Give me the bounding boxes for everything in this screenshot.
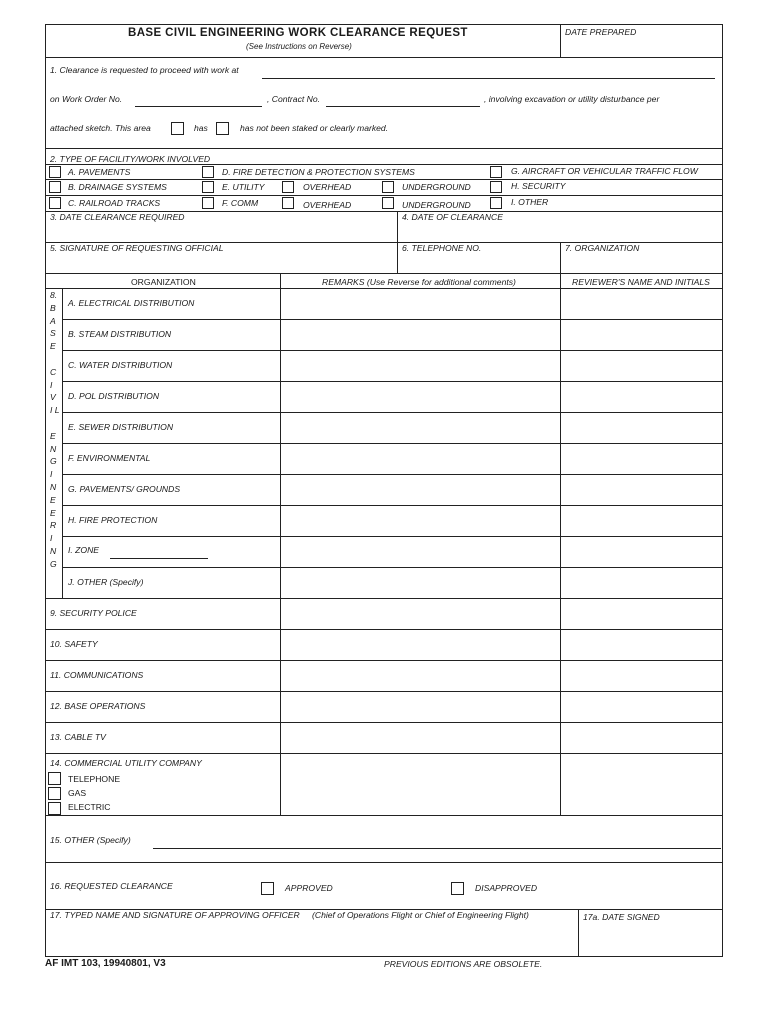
has-not-label: has not been staked or clearly marked.	[240, 123, 389, 133]
other-specify-input[interactable]	[155, 834, 715, 846]
vertical-letter: A	[50, 315, 56, 326]
table-row	[62, 288, 723, 319]
comm-label: F. COMM	[222, 198, 259, 208]
approved-checkbox[interactable]	[261, 882, 274, 895]
gas-company-label: GAS	[68, 788, 87, 798]
vertical-letter: B	[50, 302, 56, 313]
table-row	[62, 536, 723, 567]
date-signed-input[interactable]	[584, 932, 718, 948]
divider	[45, 195, 723, 196]
work-order-label: on Work Order No.	[50, 94, 123, 104]
table-row	[62, 319, 723, 350]
divider	[45, 815, 723, 816]
underline	[135, 106, 262, 107]
traffic-flow-checkbox[interactable]	[490, 166, 502, 178]
signature-requesting-input[interactable]	[52, 256, 392, 270]
reviewer-input[interactable]	[564, 296, 718, 310]
disapproved-label: DISAPPROVED	[475, 883, 538, 893]
bce-row-label: B. STEAM DISTRIBUTION	[68, 329, 172, 339]
agency-row-label: 12. BASE OPERATIONS	[50, 701, 146, 711]
table-row	[62, 505, 723, 536]
electric-company-checkbox[interactable]	[48, 802, 61, 815]
remarks-input[interactable]	[283, 476, 557, 503]
vertical-letter: N	[50, 443, 57, 454]
approving-officer-input[interactable]	[52, 932, 572, 948]
col-remarks-header: REMARKS (Use Reverse for additional comments)	[322, 277, 516, 287]
vertical-letter: E	[50, 341, 56, 352]
row-divider	[45, 691, 723, 692]
table-row	[62, 381, 723, 412]
comm-overhead-checkbox[interactable]	[282, 197, 294, 209]
agency-row-label: 13. CABLE TV	[50, 732, 106, 742]
divider	[45, 57, 723, 58]
has-checkbox[interactable]	[171, 122, 184, 135]
vertical-letter: C	[50, 366, 57, 377]
date-signed-label: 17a. DATE SIGNED	[583, 912, 660, 922]
other-facility-checkbox[interactable]	[490, 197, 502, 209]
vertical-letter: G	[50, 456, 57, 467]
reviewer-input[interactable]	[564, 606, 718, 620]
railroad-label: C. RAILROAD TRACKS	[68, 198, 161, 208]
remarks-input[interactable]	[283, 352, 557, 379]
sketch-label: attached sketch. This area	[50, 123, 151, 133]
has-label: has	[194, 123, 208, 133]
bce-row-label: A. ELECTRICAL DISTRIBUTION	[68, 298, 195, 308]
remarks-input[interactable]	[283, 631, 557, 658]
pavements-label: A. PAVEMENTS	[68, 167, 131, 177]
approved-label: APPROVED	[285, 883, 333, 893]
divider	[45, 148, 723, 149]
security-label: H. SECURITY	[511, 181, 566, 191]
remarks-input[interactable]	[283, 445, 557, 472]
reviewer-input[interactable]	[564, 451, 718, 465]
other-specify-label: 15. OTHER (Specify)	[50, 835, 131, 845]
divider	[45, 164, 723, 165]
signature-requesting-label: 5. SIGNATURE OF REQUESTING OFFICIAL	[50, 243, 224, 253]
underline	[262, 78, 715, 79]
comm-underground-checkbox[interactable]	[382, 197, 394, 209]
date-prepared-input[interactable]	[565, 40, 715, 54]
form-identifier: AF IMT 103, 19940801, V3	[45, 958, 166, 969]
date-of-clearance-label: 4. DATE OF CLEARANCE	[402, 212, 503, 222]
reviewer-input[interactable]	[564, 668, 718, 682]
divider	[560, 242, 561, 274]
bce-row-label: J. OTHER (Specify)	[68, 577, 144, 587]
remarks-input[interactable]	[283, 662, 557, 689]
date-of-clearance-input[interactable]	[404, 225, 719, 239]
remarks-input[interactable]	[283, 383, 557, 410]
table-row	[62, 474, 723, 505]
reviewer-input[interactable]	[564, 778, 718, 792]
agency-row-label: 11. COMMUNICATIONS	[50, 670, 144, 680]
divider	[45, 862, 723, 863]
vertical-letter: I	[50, 469, 53, 480]
vertical-letter: N	[50, 482, 57, 492]
involving-label: , involving excavation or utility disturbance per	[484, 94, 660, 104]
underline	[326, 106, 480, 107]
vertical-letter: G	[50, 558, 57, 569]
disapproved-checkbox[interactable]	[451, 882, 464, 895]
other-facility-label: I. OTHER	[511, 197, 549, 207]
bce-row-label: G. PAVEMENTS/ GROUNDS	[68, 484, 181, 494]
zone-underline	[110, 558, 208, 559]
telephone-company-checkbox[interactable]	[48, 772, 61, 785]
row-divider	[45, 660, 723, 661]
fire-detection-label: D. FIRE DETECTION & PROTECTION SYSTEMS	[222, 167, 415, 177]
remarks-input[interactable]	[283, 569, 557, 596]
contract-label: , Contract No.	[267, 94, 321, 104]
bce-row-label: E. SEWER DISTRIBUTION	[68, 422, 174, 432]
vertical-letter: V	[50, 392, 56, 403]
vertical-letter: 8.	[50, 290, 58, 300]
vertical-letter: E	[50, 507, 56, 518]
telephone-input[interactable]	[404, 256, 556, 270]
row-divider	[45, 629, 723, 630]
reviewer-input[interactable]	[564, 544, 718, 558]
remarks-input[interactable]	[283, 600, 557, 627]
agency-row-label: 10. SAFETY	[50, 639, 98, 649]
bce-row-label: I. ZONE	[68, 545, 100, 555]
utility-checkbox[interactable]	[202, 181, 214, 193]
vertical-letter: E	[50, 494, 56, 505]
remarks-input[interactable]	[283, 321, 557, 348]
work-order-input[interactable]	[137, 93, 261, 105]
vertical-letter: R	[50, 520, 57, 531]
bce-row-label: D. POL DISTRIBUTION	[68, 391, 160, 401]
reviewer-input[interactable]	[564, 637, 718, 651]
vertical-letter: S	[50, 328, 56, 339]
work-location-input[interactable]	[264, 65, 714, 77]
reviewer-input[interactable]	[564, 699, 718, 713]
reviewer-input[interactable]	[564, 327, 718, 341]
zone-input[interactable]	[112, 545, 208, 556]
reviewer-input[interactable]	[564, 513, 718, 527]
commercial-utility-heading: 14. COMMERCIAL UTILITY COMPANY	[50, 758, 202, 768]
drainage-label: B. DRAINAGE SYSTEMS	[68, 182, 167, 192]
comm-checkbox[interactable]	[202, 197, 214, 209]
remarks-input[interactable]	[283, 693, 557, 720]
contract-number-input[interactable]	[328, 93, 478, 105]
col-reviewer-header: REVIEWER'S NAME AND INITIALS	[572, 277, 710, 287]
facility-heading: 2. TYPE OF FACILITY/WORK INVOLVED	[50, 154, 211, 164]
utility-overhead-checkbox[interactable]	[282, 181, 294, 193]
utility-underground-label: UNDERGROUND	[402, 182, 471, 192]
remarks-input[interactable]	[283, 724, 557, 751]
reviewer-input[interactable]	[564, 358, 718, 372]
bce-row-label: F. ENVIRONMENTAL	[68, 453, 151, 463]
railroad-checkbox[interactable]	[49, 197, 61, 209]
telephone-label: 6. TELEPHONE NO.	[402, 243, 482, 253]
has-not-checkbox[interactable]	[216, 122, 229, 135]
electric-company-label: ELECTRIC	[68, 802, 111, 812]
remarks-input[interactable]	[283, 507, 557, 534]
reviewer-input[interactable]	[564, 389, 718, 403]
date-clearance-required-label: 3. DATE CLEARANCE REQUIRED	[50, 212, 185, 222]
vertical-letter: I L	[50, 405, 60, 416]
divider	[45, 179, 723, 180]
bce-row-label: H. FIRE PROTECTION	[68, 515, 158, 525]
traffic-flow-label: G. AIRCRAFT OR VEHICULAR TRAFFIC FLOW	[511, 166, 698, 176]
gas-company-checkbox[interactable]	[48, 787, 61, 800]
reviewer-input[interactable]	[564, 575, 718, 589]
form-subtitle: (See Instructions on Reverse)	[246, 42, 352, 51]
table-row	[62, 443, 723, 474]
security-checkbox[interactable]	[490, 181, 502, 193]
vertical-letter: I	[50, 379, 53, 390]
reviewer-input[interactable]	[564, 730, 718, 744]
utility-underground-checkbox[interactable]	[382, 181, 394, 193]
approving-officer-label: 17. TYPED NAME AND SIGNATURE OF APPROVING OFFICER	[50, 910, 300, 920]
vertical-letter: E	[50, 430, 56, 441]
remarks-input[interactable]	[283, 756, 557, 812]
utility-overhead-label: OVERHEAD	[303, 182, 352, 192]
fire-detection-checkbox[interactable]	[202, 166, 214, 178]
divider	[578, 909, 579, 957]
table-row	[62, 350, 723, 381]
vertical-letter: I	[50, 533, 53, 544]
form-title: BASE CIVIL ENGINEERING WORK CLEARANCE REQUEST	[128, 27, 468, 39]
date-prepared-label: DATE PREPARED	[565, 27, 637, 37]
approving-officer-note: (Chief of Operations Flight or Chief of Engineering Flight)	[312, 910, 529, 920]
organization-label: 7. ORGANIZATION	[565, 243, 640, 253]
telephone-company-label: TELEPHONE	[68, 774, 121, 784]
underline	[153, 848, 721, 849]
remarks-input[interactable]	[283, 414, 557, 441]
date-clearance-required-input[interactable]	[52, 225, 392, 239]
reviewer-input[interactable]	[564, 420, 718, 434]
header-divider	[560, 24, 561, 57]
table-row	[62, 567, 723, 598]
divider	[45, 273, 723, 274]
pavements-checkbox[interactable]	[49, 166, 61, 178]
remarks-input[interactable]	[283, 538, 557, 565]
table-row	[62, 412, 723, 443]
row-divider	[45, 598, 723, 599]
vertical-letter: N	[50, 546, 57, 556]
clearance-line1: 1. Clearance is requested to proceed with work at	[50, 65, 239, 75]
row-divider	[45, 722, 723, 723]
requested-clearance-label: 16. REQUESTED CLEARANCE	[50, 881, 173, 891]
drainage-checkbox[interactable]	[49, 181, 61, 193]
comm-underground-label: UNDERGROUND	[402, 200, 471, 210]
row-divider	[45, 753, 723, 754]
remarks-input[interactable]	[283, 290, 557, 317]
organization-input[interactable]	[566, 256, 718, 270]
col-organization-header: ORGANIZATION	[131, 277, 196, 287]
agency-row-label: 9. SECURITY POLICE	[50, 608, 137, 618]
bce-row-label: C. WATER DISTRIBUTION	[68, 360, 173, 370]
utility-label: E. UTILITY	[222, 182, 265, 192]
reviewer-input[interactable]	[564, 482, 718, 496]
comm-overhead-label: OVERHEAD	[303, 200, 352, 210]
obsolete-note: PREVIOUS EDITIONS ARE OBSOLETE.	[384, 959, 543, 969]
